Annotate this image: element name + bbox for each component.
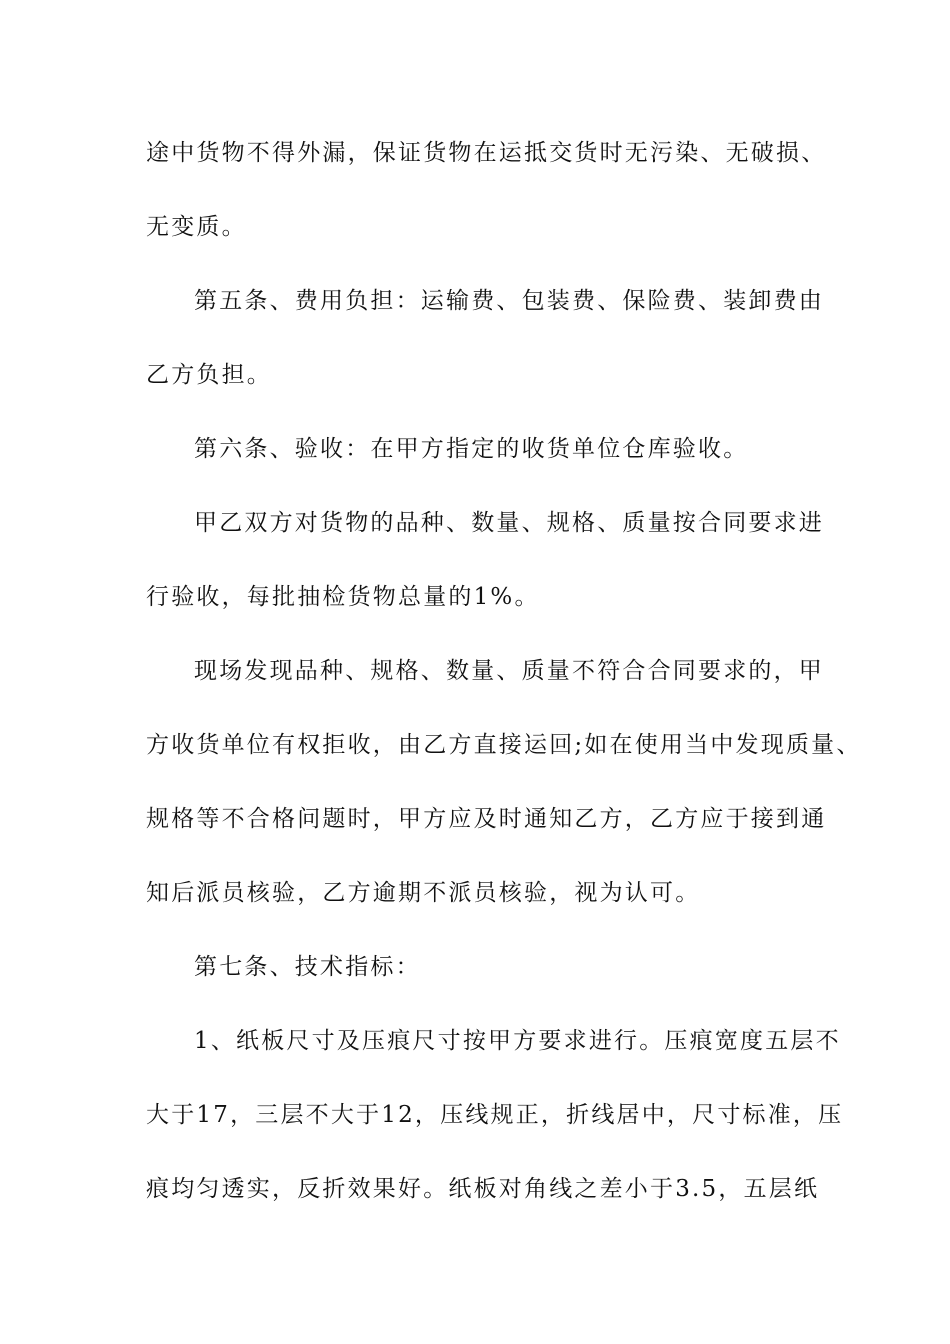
text-line: 乙方负担。 bbox=[146, 362, 272, 388]
text-line: 无变质。 bbox=[146, 214, 247, 240]
paragraph-start-line: 现场发现品种、规格、数量、质量不符合合同要求的，甲 bbox=[194, 658, 824, 684]
paragraph-start-line: 第五条、费用负担：运输费、包装费、保险费、装卸费由 bbox=[194, 288, 824, 314]
text-line: 痕均匀透实，反折效果好。纸板对角线之差小于3.5，五层纸 bbox=[146, 1176, 820, 1202]
text-line: 大于17，三层不大于12，压线规正，折线居中，尺寸标准，压 bbox=[146, 1102, 844, 1128]
text-line: 方收货单位有权拒收，由乙方直接运回;如在使用当中发现质量、 bbox=[146, 732, 862, 758]
paragraph-start-line: 1、纸板尺寸及压痕尺寸按甲方要求进行。压痕宽度五层不 bbox=[194, 1028, 841, 1054]
paragraph-start-line: 第七条、技术指标： bbox=[194, 954, 421, 980]
text-line: 规格等不合格问题时，甲方应及时通知乙方，乙方应于接到通 bbox=[146, 806, 827, 832]
text-line: 途中货物不得外漏，保证货物在运抵交货时无污染、无破损、 bbox=[146, 140, 827, 166]
text-line: 知后派员核验，乙方逾期不派员核验，视为认可。 bbox=[146, 880, 701, 906]
text-line: 行验收，每批抽检货物总量的1%。 bbox=[146, 584, 540, 610]
paragraph-start-line: 甲乙双方对货物的品种、数量、规格、质量按合同要求进 bbox=[194, 510, 824, 536]
paragraph-start-line: 第六条、验收：在甲方指定的收货单位仓库验收。 bbox=[194, 436, 749, 462]
